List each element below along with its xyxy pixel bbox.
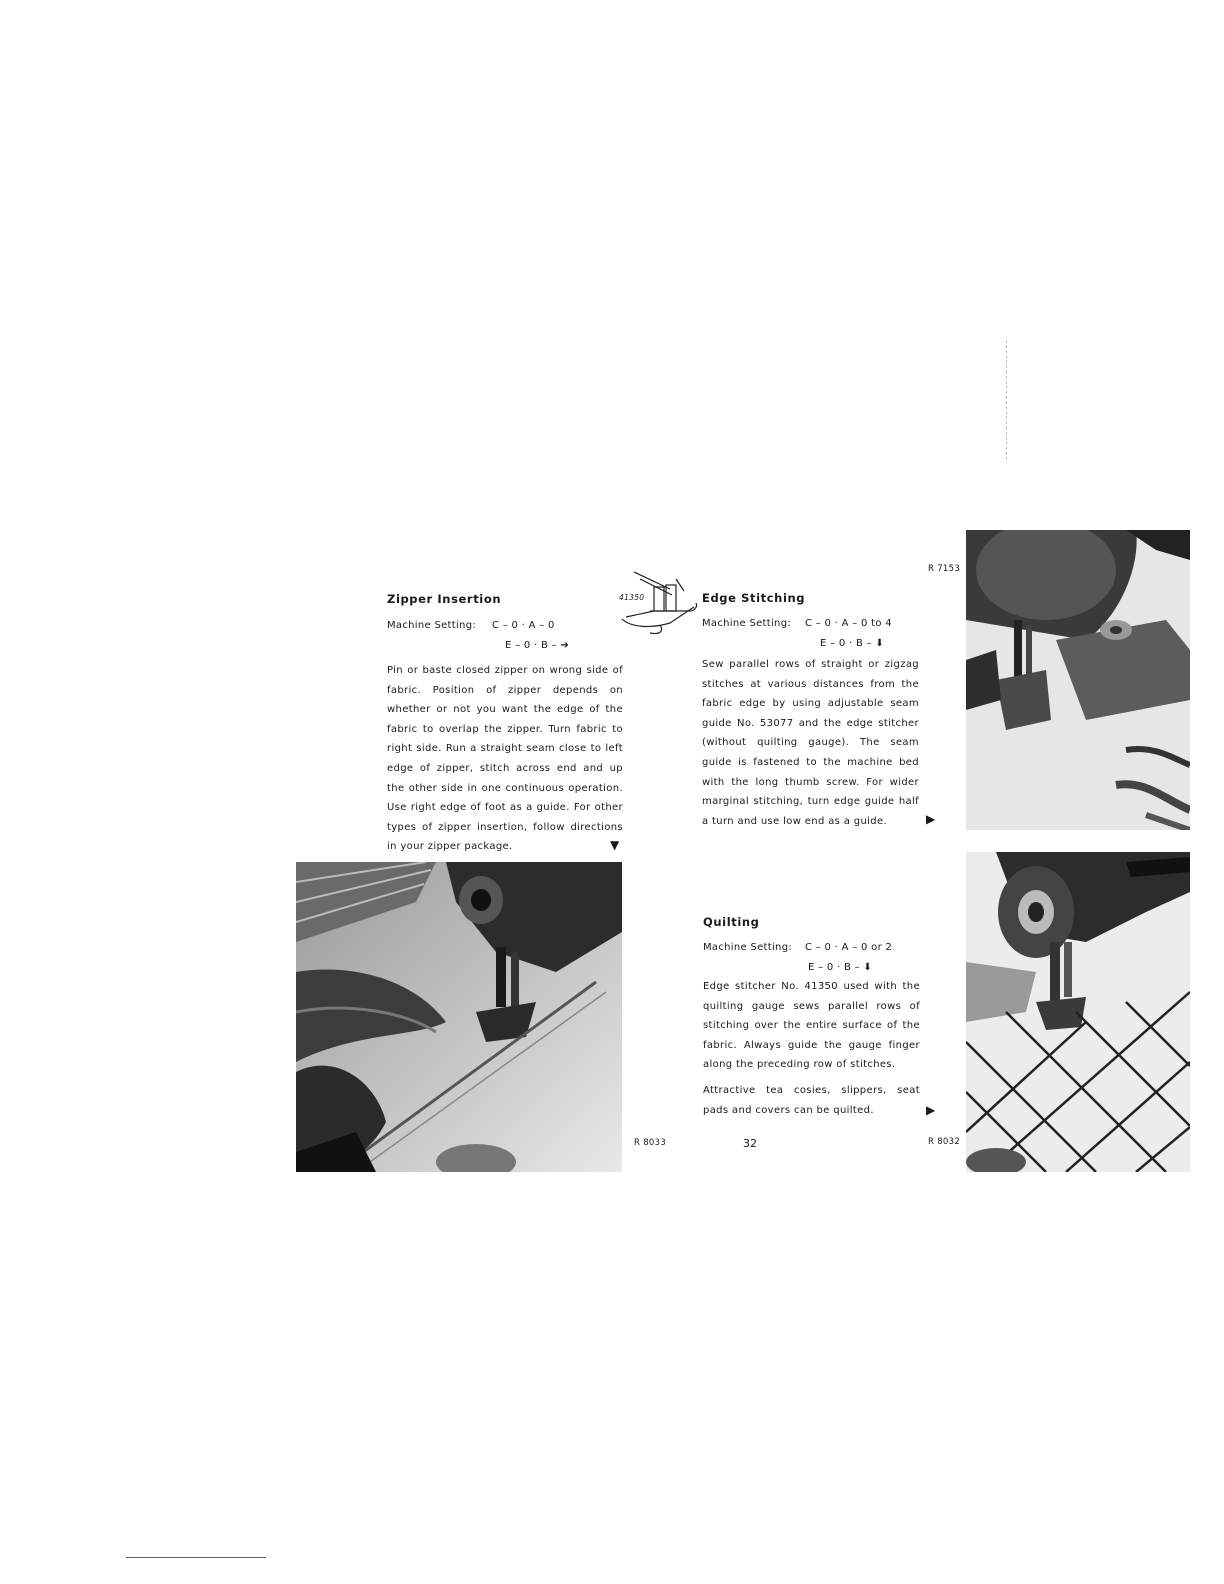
zipper-photo-illustration [296,862,622,1172]
quilting-body-2: Attractive tea cosies, slippers, seat pads and covers can be quilted. [703,1085,920,1116]
page-number: 32 [743,1137,757,1150]
zipper-photo-ref: R 8033 [634,1138,667,1148]
edge-stitching-photo [966,530,1190,830]
edge-stitching-photo-illustration [966,530,1190,830]
quilting-setting-line2: E – 0 · B – ⬇ [808,962,873,973]
zipper-continue-arrow: ▼ [610,838,620,852]
edge-stitcher-foot-icon [620,567,700,637]
edge-body: Sew parallel rows of straight or zigzag stitches at various distances from the fabric edge by using adjustable seam guide No. 53077 and the edge stitcher (without quilting gauge). The seam guide is fastened to the machine bed with the long thumb screw. For wider marginal stitching, turn edge guide half a turn and use low end as a guide. [702,659,919,827]
quilting-title: Quilting [703,915,760,929]
scan-artifact-line [1006,340,1008,460]
zipper-photo [296,862,622,1172]
zipper-setting-line1: C – 0 · A – 0 [492,620,555,631]
edge-setting-line1: C – 0 · A – 0 to 4 [805,618,892,629]
zipper-body: Pin or baste closed zipper on wrong side of fabric. Position of zipper depends on whether or not you want the edge of the fabric to overlap the zipper. Turn fabric to right side. Run a straight seam close to left edge of zipper, stitch across end and up the other side in one continuous operation. Use right edge of foot as a guide. For other types of zipper insertion, follow directions in your zipper package. [387,665,623,853]
quilting-body-1: Edge stitcher No. 41350 used with the quilting gauge sews parallel rows of stitching over the entire surface of the fabric. Always guide the gauge finger along the preceding row of stitches. [703,981,920,1071]
bottom-rule [126,1557,266,1558]
edge-setting-line2: E – 0 · B – ⬇ [820,638,885,649]
quilting-photo [966,852,1190,1172]
edge-setting-label: Machine Setting: [702,618,792,629]
edge-title: Edge Stitching [702,591,806,605]
quilting-continue-arrow: ▶ [926,1103,936,1117]
quilting-setting-label: Machine Setting: [703,942,793,953]
zipper-setting-line2: E – 0 · B – ➔ [505,640,570,651]
zipper-setting-label: Machine Setting: [387,620,477,631]
quilting-setting-line1: C – 0 · A – 0 or 2 [805,942,893,953]
edge-photo-ref: R 7153 [928,564,961,574]
edge-continue-arrow: ▶ [926,812,936,826]
quilting-photo-illustration [966,852,1190,1172]
zipper-title: Zipper Insertion [387,592,502,606]
foot-number-label: 41350 [619,593,645,602]
quilting-photo-ref: R 8032 [928,1137,961,1147]
